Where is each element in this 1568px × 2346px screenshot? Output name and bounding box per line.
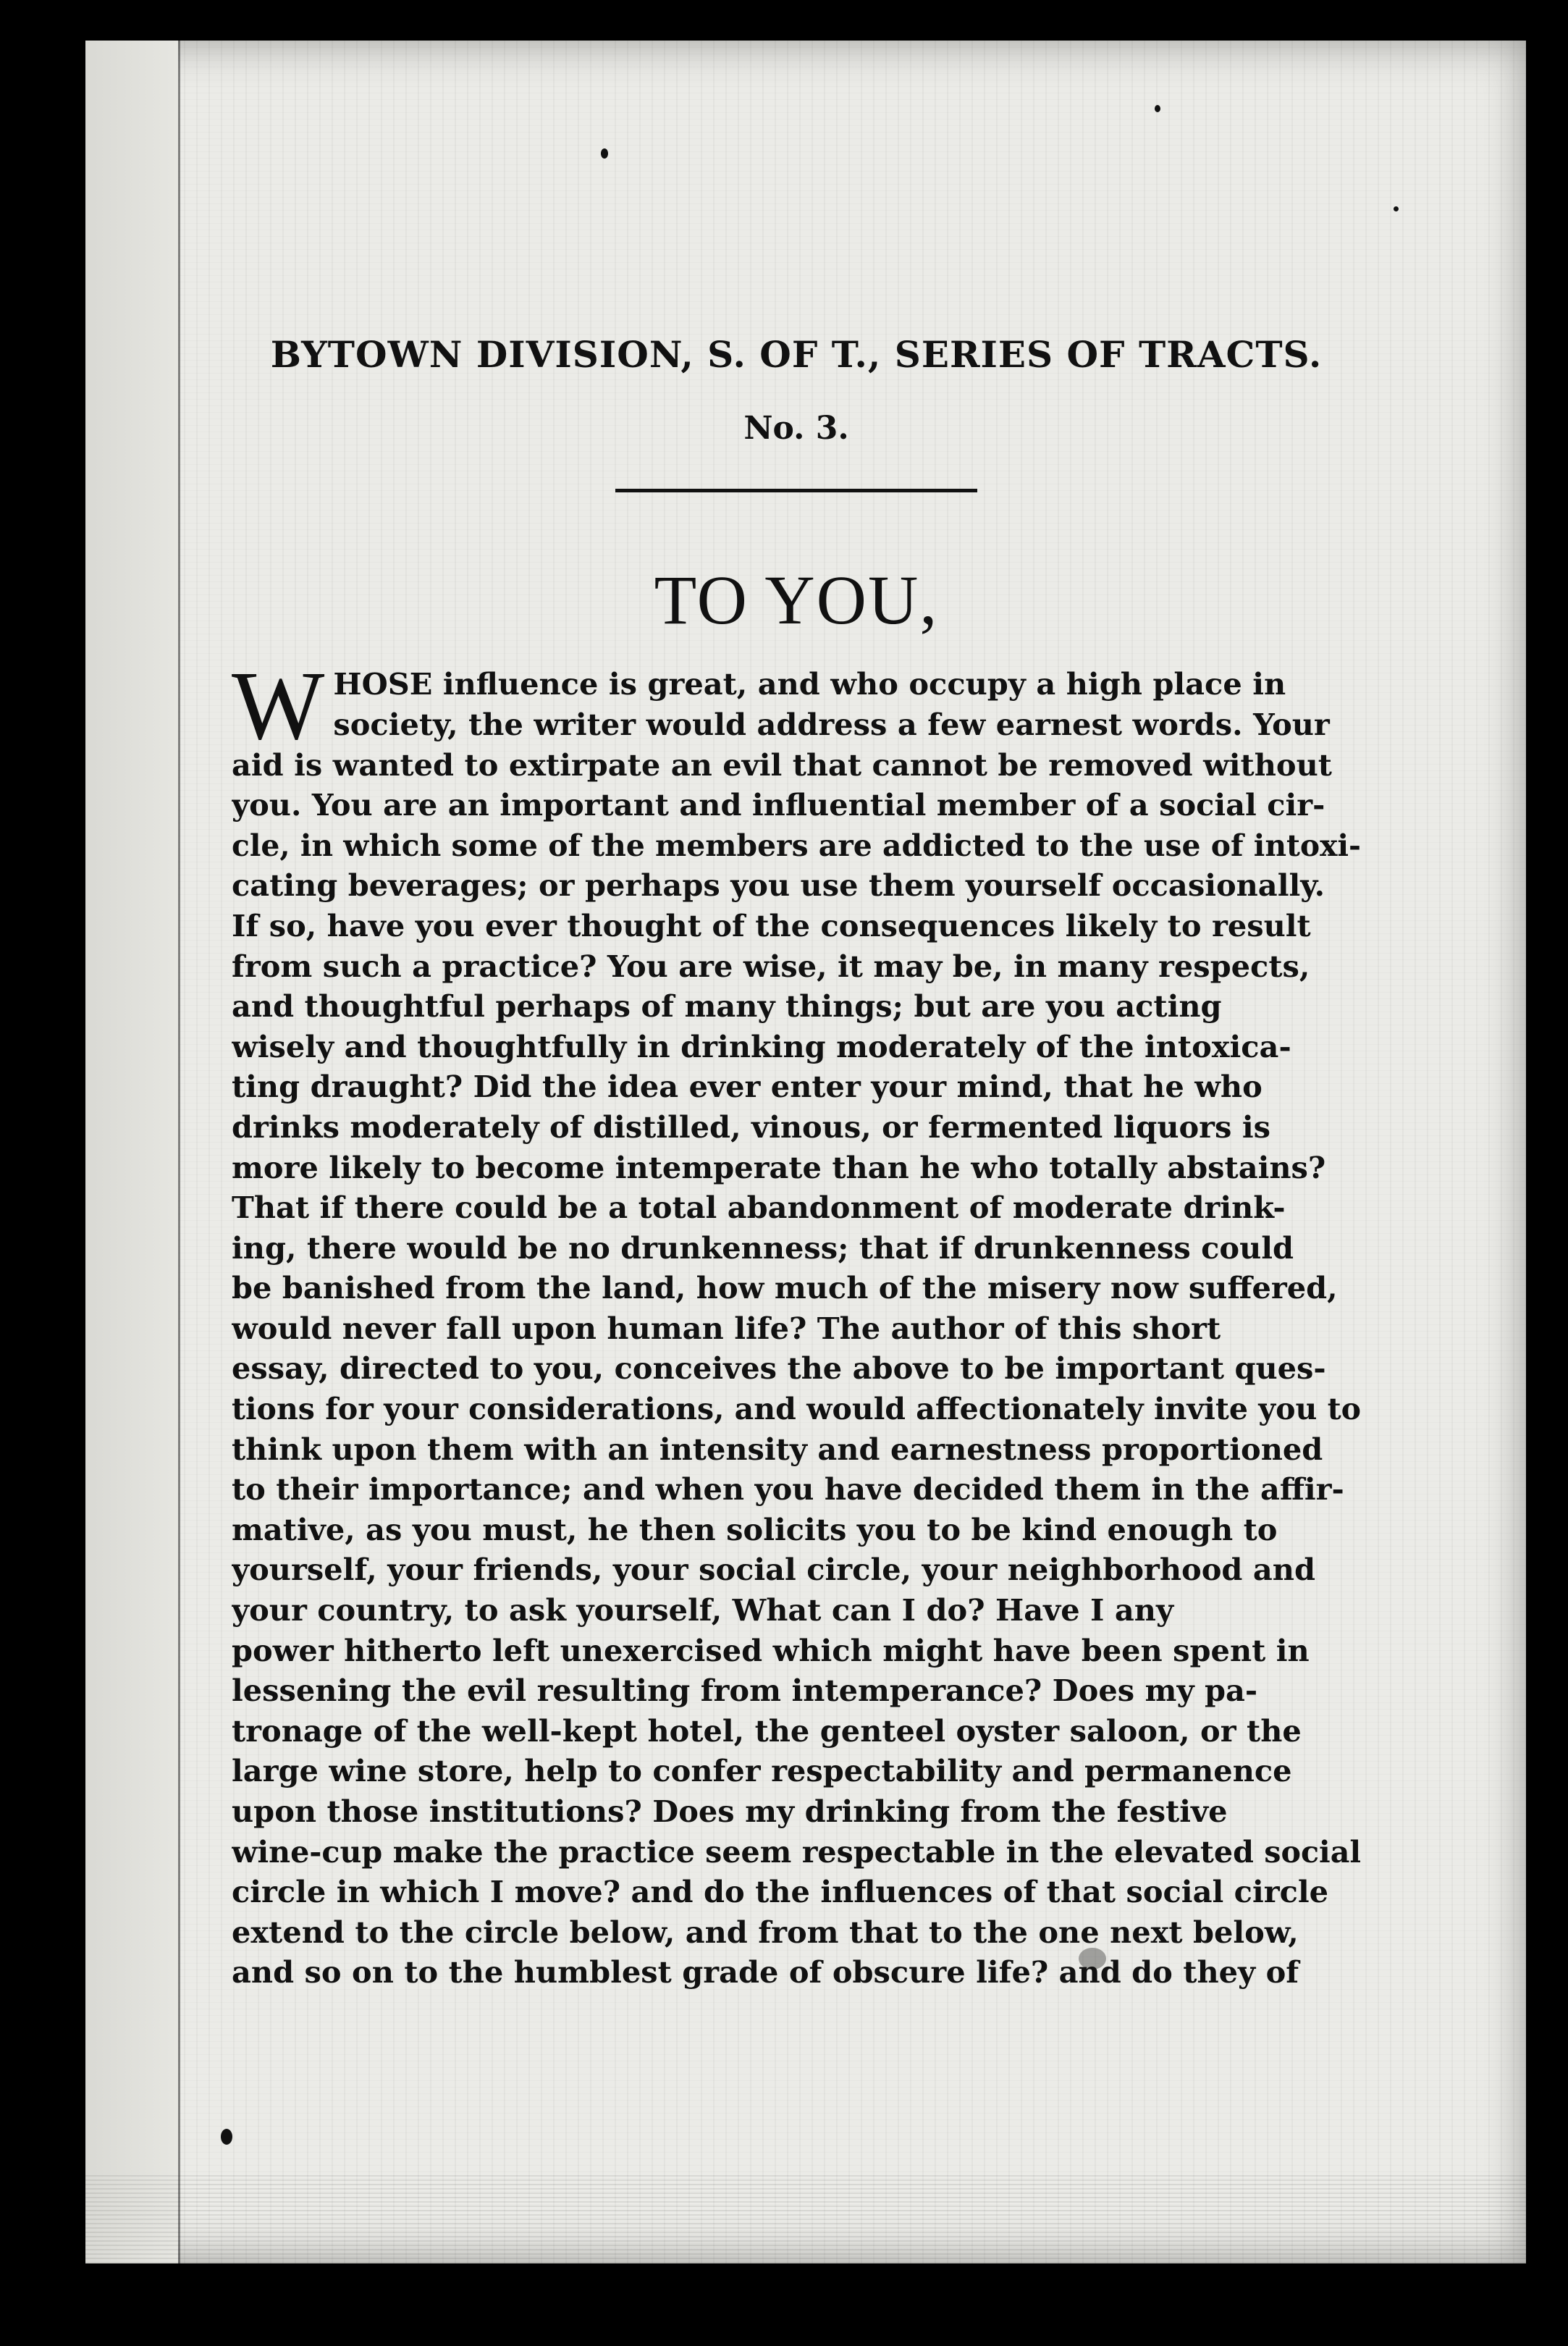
text-line: wisely and thoughtfully in drinking moderately of the intoxica-: [232, 1028, 1291, 1064]
text-line: wine-cup make the practice seem respectable in the elevated social: [232, 1833, 1361, 1870]
text-line: HOSE influence is great, and who occupy a high place in: [333, 666, 1286, 702]
gutter-line: [178, 41, 180, 2263]
text-line: and so on to the humblest grade of obscure life? and do they of: [232, 1954, 1299, 1990]
ink-speck: [1155, 105, 1160, 112]
text-line: society, the writer would address a few earnest words. Your: [333, 706, 1330, 742]
text-line: upon those institutions? Does my drinking from the festive: [232, 1794, 1228, 1830]
text-line: tions for your considerations, and would affectionately invite you to: [232, 1391, 1361, 1427]
ink-speck: [1394, 206, 1399, 211]
text-line: tronage of the well-kept hotel, the genteel oyster saloon, or the: [232, 1712, 1302, 1749]
text-line: to their importance; and when you have decided them in the affir-: [232, 1471, 1344, 1508]
text-line: That if there could be a total abandonment of moderate drink-: [232, 1190, 1286, 1226]
text-line: be banished from the land, how much of the misery now suffered,: [232, 1270, 1338, 1306]
document-body: [232, 275, 1361, 1993]
text-line: more likely to become intemperate than he who totally abstains?: [232, 1149, 1326, 1185]
text-line: extend to the circle below, and from that to the one next below,: [232, 1914, 1299, 1950]
text-line: circle in which I move? and do the influences of that social circle: [232, 1874, 1329, 1910]
text-line: power hitherto left unexercised which might have been spent in: [232, 1632, 1310, 1668]
text-line: and thoughtful perhaps of many things; but are you acting: [232, 988, 1222, 1025]
text-line: If so, have you ever thought of the consequences likely to result: [232, 907, 1311, 943]
text-line: large wine store, help to confer respectability and permanence: [232, 1753, 1292, 1789]
drop-cap: W: [232, 652, 325, 761]
text-line: ting draught? Did the idea ever enter your mind, that he who: [232, 1069, 1263, 1105]
text-line: essay, directed to you, conceives the above to be important ques-: [232, 1350, 1326, 1387]
text-line: aid is wanted to extirpate an evil that cannot be removed without: [232, 747, 1332, 783]
text-line: yourself, your friends, your social circle, your neighborhood and: [232, 1552, 1315, 1588]
text-line: would never fall upon human life? The author of this short: [232, 1310, 1221, 1346]
title-rule: [615, 489, 977, 492]
text-line: cating beverages; or perhaps you use them yourself occasionally.: [232, 867, 1325, 904]
page-bottom-edge: [85, 2172, 1526, 2263]
text-line: mative, as you must, he then solicits you to be kind enough to: [232, 1511, 1278, 1547]
text-line: from such a practice? You are wise, it may be, in many respects,: [232, 948, 1310, 984]
text-line: lessening the evil resulting from intemperance? Does my pa-: [232, 1673, 1258, 1709]
binding-margin: [85, 41, 178, 2263]
text-line: drinks moderately of distilled, vinous, or fermented liquors is: [232, 1109, 1270, 1145]
main-title: TO YOU,: [654, 560, 939, 639]
series-title: BYTOWN DIVISION, S. OF T., SERIES OF TRACTS.: [270, 333, 1323, 376]
text-line: cle, in which some of the members are addicted to the use of intoxi-: [232, 827, 1361, 863]
body-paragraph: [232, 652, 1361, 1993]
text-line: ing, there would be no drunkenness; that if drunkenness could: [232, 1229, 1294, 1266]
text-line: think upon them with an intensity and earnestness proportioned: [232, 1431, 1323, 1467]
ink-speck: [221, 2129, 232, 2145]
text-line: your country, to ask yourself, What can I do? Have I any: [232, 1592, 1174, 1628]
ink-speck: [601, 148, 608, 159]
tract-number: No. 3.: [743, 410, 849, 447]
text-line: you. You are an important and influential member of a social cir-: [232, 787, 1325, 823]
